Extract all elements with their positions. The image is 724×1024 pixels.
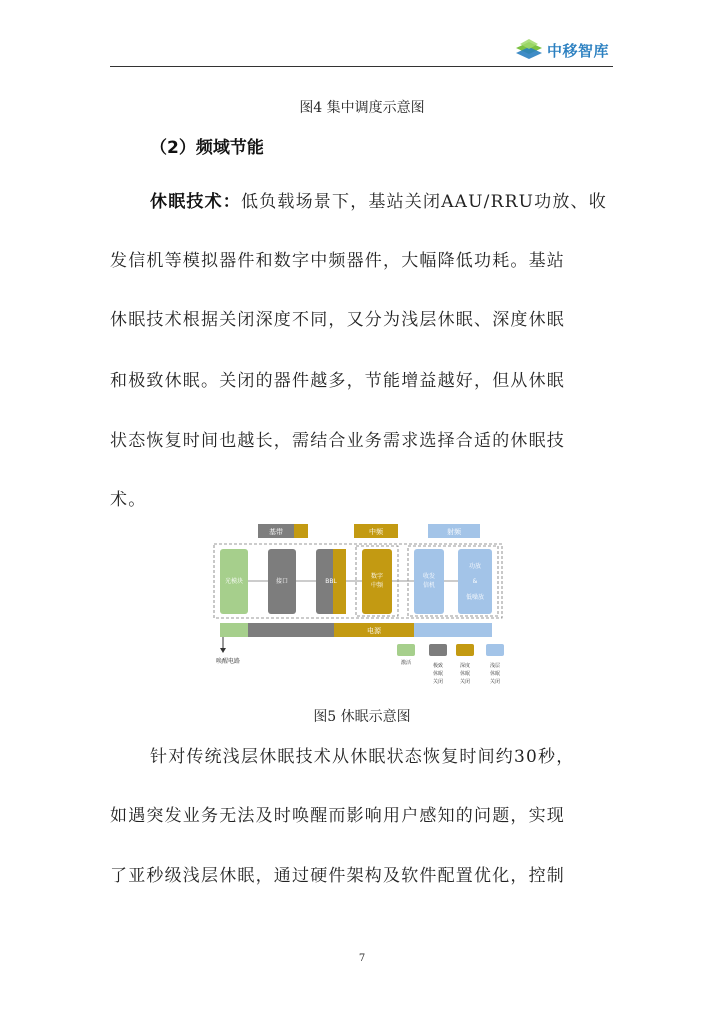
paragraph2-line1: 针对传统浅层休眠技术从休眠状态恢复时间约30秒，: [150, 747, 575, 767]
paragraph2-line3: 了亚秒级浅层休眠，通过硬件架构及软件配置优化，控制: [110, 866, 565, 886]
legend-deep-2: 休眠: [459, 671, 471, 677]
power-bar-green: [220, 623, 248, 637]
paragraph1-line3: 休眠技术根据关闭深度不同，又分为浅层休眠、深度休眠: [110, 310, 565, 330]
power-bar-gray: [248, 623, 334, 637]
paragraph1-line4: 和极致休眠。关闭的器件越多，节能增益越好，但从休眠: [110, 371, 565, 391]
power-bar-blue: [414, 623, 492, 637]
legend-shallow-3: 关闭: [489, 679, 501, 685]
legend-swatch-shallow: [486, 644, 504, 656]
digital-if-label-1: 数字: [370, 573, 384, 580]
bbl-label: BBL: [325, 578, 337, 585]
pa-label-2: &: [472, 578, 478, 585]
interface-label: 接口: [275, 578, 289, 585]
paragraph1-line1: [150, 187, 607, 212]
optical-module-label: 光模块: [224, 578, 244, 585]
pa-label-3: 低噪放: [465, 594, 485, 601]
power-label: 电源: [367, 627, 381, 635]
section-heading: （2）频域节能: [150, 138, 264, 158]
page-number: 7: [358, 953, 366, 964]
legend-deep-1: 深度: [459, 663, 471, 669]
legend-active-label: 激活: [400, 660, 412, 666]
legend-deep-3: 关闭: [459, 679, 471, 685]
rf-label: 射频: [447, 528, 461, 536]
wake-circuit-label: 唤醒电路: [216, 658, 241, 665]
paragraph1-line5: 状态恢复时间也越长，需结合业务需求选择合适的休眠技: [110, 431, 565, 451]
logo-text: 中移智库: [547, 41, 610, 60]
legend-extreme-3: 关闭: [432, 679, 444, 685]
sleep-diagram: [210, 520, 510, 695]
legend-shallow-1: 浅层: [489, 663, 501, 669]
baseband-tag-accent: [294, 524, 308, 538]
figure4-caption: 图4 集中调度示意图: [299, 100, 425, 116]
if-label: 中频: [369, 528, 383, 536]
digital-if-label-2: 中频: [370, 582, 384, 589]
legend-swatch-extreme: [429, 644, 447, 656]
transceiver-label-1: 收发: [422, 573, 436, 580]
legend-swatch-active: [397, 644, 415, 656]
header-divider: [110, 66, 613, 67]
legend-swatch-deep: [456, 644, 474, 656]
paragraph1-lead: 休眠技术：: [150, 192, 241, 212]
logo-icon: [514, 38, 544, 62]
legend-extreme-2: 休眠: [432, 671, 444, 677]
wake-arrow-head: [220, 648, 226, 653]
header-logo: [514, 38, 609, 62]
paragraph1-line2: 发信机等模拟器件和数字中频器件，大幅降低功耗。基站: [110, 251, 565, 271]
legend-extreme-1: 极致: [432, 663, 444, 669]
pa-label-1: 功放: [468, 563, 482, 570]
figure5-caption: 图5 休眠示意图: [313, 709, 411, 725]
legend-shallow-2: 休眠: [489, 671, 501, 677]
paragraph2-line2: 如遇突发业务无法及时唤醒而影响用户感知的问题，实现: [110, 806, 565, 826]
paragraph1-line1-text: 低负载场景下，基站关闭AAU/RRU功放、收: [241, 192, 607, 212]
paragraph1-line6: 术。: [110, 490, 147, 510]
transceiver-label-2: 信机: [422, 582, 436, 589]
baseband-label: 基带: [269, 528, 283, 536]
